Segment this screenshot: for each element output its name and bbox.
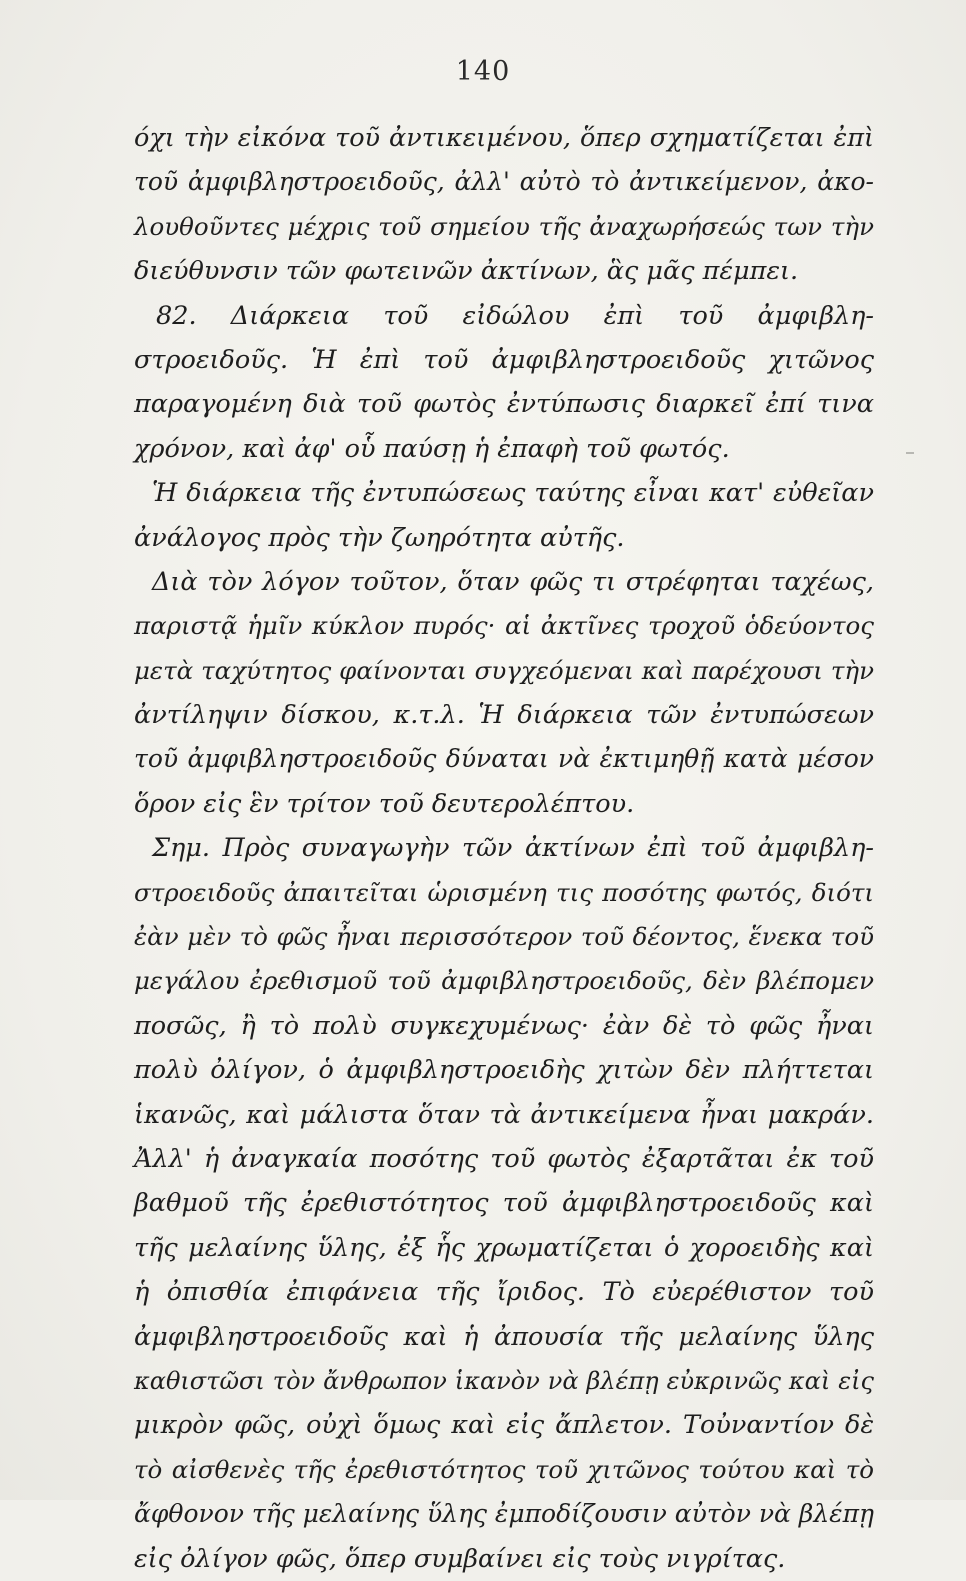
note-line: ποσῶς, ἢ τὸ πολὺ συγκεχυμένως· ἐὰν δὲ τὸ φῶς ἦναι: [134, 1010, 874, 1041]
text-line: Διὰ τὸν λόγον τοῦτον, ὅταν φῶς τι στρέφηται ταχέως,: [152, 566, 874, 597]
note-line: ἐὰν μὲν τὸ φῶς ἦναι περισσότερον τοῦ δέοντος, ἕνεκα τοῦ: [134, 922, 874, 952]
text-line: ἀνάλογος πρὸς τὴν ζωηρότητα αὐτῆς.: [134, 522, 625, 553]
note-line: καθιστῶσι τὸν ἄνθρωπον ἱκανὸν νὰ βλέπῃ εὐκρινῶς καὶ εἰς: [134, 1366, 874, 1395]
text-line: ὅρον εἰς ἓν τρίτον τοῦ δευτερολέπτου.: [134, 788, 635, 819]
note-line: στροειδοῦς ἀπαιτεῖται ὡρισμένη τις ποσότης φωτός, διότι: [134, 877, 874, 907]
text-line: χρόνον, καὶ ἀφ' οὗ παύσῃ ἡ ἐπαφὴ τοῦ φωτός.: [134, 433, 730, 464]
text-line: τοῦ ἀμφιβληστροειδοῦς δύναται νὰ ἐκτιμηθῇ κατὰ μέσον: [134, 744, 874, 774]
text-line: λουθοῦντες μέχρις τοῦ σημείου τῆς ἀναχωρήσεώς των τὴν: [134, 211, 874, 241]
note-line: μεγάλου ἐρεθισμοῦ τοῦ ἀμφιβληστροειδοῦς, δὲν βλέπομεν: [134, 966, 874, 996]
text-line: στροειδοῦς. Ἡ ἐπὶ τοῦ ἀμφιβληστροειδοῦς χιτῶνος: [134, 344, 874, 375]
note-line: τὸ αἰσθενὲς τῆς ἐρεθιστότητος τοῦ χιτῶνος τούτου καὶ τὸ: [134, 1454, 874, 1484]
note-line: πολὺ ὀλίγον, ὁ ἀμφιβληστροειδὴς χιτὼν δὲν πλήττεται: [134, 1055, 874, 1086]
text-line: τοῦ ἀμφιβληστροειδοῦς, ἀλλ' αὐτὸ τὸ ἀντικείμενον, ἀκο-: [134, 167, 874, 197]
text-line: διεύθυνσιν τῶν φωτεινῶν ἀκτίνων, ἃς μᾶς πέμπει.: [134, 256, 799, 287]
text-line: παριστᾷ ἡμῖν κύκλον πυρός· αἱ ἀκτῖνες τροχοῦ ὁδεύοντος: [134, 611, 874, 641]
text-line: όχι τὴν εἰκόνα τοῦ ἀντικειμένου, ὅπερ σχηματίζεται ἐπὶ: [134, 123, 874, 153]
note-line: βαθμοῦ τῆς ἐρεθιστότητος τοῦ ἀμφιβληστροειδοῦς καὶ: [134, 1188, 874, 1219]
page-number: 140: [455, 56, 511, 87]
margin-mark: [906, 452, 914, 454]
note-line: Σημ. Πρὸς συναγωγὴν τῶν ἀκτίνων ἐπὶ τοῦ ἀμφιβλη-: [152, 833, 874, 864]
note-line: μικρὸν φῶς, οὐχὶ ὅμως καὶ εἰς ἄπλετον. Τοὐναντίον δὲ: [134, 1410, 874, 1441]
section-heading-line: 82. Διάρκεια τοῦ εἰδώλου ἐπὶ τοῦ ἀμφιβλη-: [156, 300, 874, 331]
text-line: παραγομένη διὰ τοῦ φωτὸς ἐντύπωσις διαρκεῖ ἐπί τινα: [134, 389, 874, 420]
text-line: ἀντίληψιν δίσκου, κ.τ.λ. Ἡ διάρκεια τῶν ἐντυπώσεων: [134, 700, 874, 731]
text-line: μετὰ ταχύτητος φαίνονται συγχεόμεναι καὶ παρέχουσι τὴν: [134, 655, 874, 685]
note-line: τῆς μελαίνης ὕλης, ἐξ ἧς χρωματίζεται ὁ χοροειδὴς καὶ: [134, 1232, 874, 1263]
note-line: εἰς ὀλίγον φῶς, ὅπερ συμβαίνει εἰς τοὺς νιγρίτας.: [134, 1543, 786, 1574]
note-line: ἱκανῶς, καὶ μάλιστα ὅταν τὰ ἀντικείμενα ἦναι μακράν.: [134, 1099, 874, 1130]
note-line: ἀμφιβληστροειδοῦς καὶ ἡ ἀπουσία τῆς μελαίνης ὕλης: [134, 1321, 874, 1352]
note-line: ἄφθονον τῆς μελαίνης ὕλης ἐμποδίζουσιν αὐτὸν νὰ βλέπῃ: [134, 1499, 874, 1529]
body-text: [134, 116, 874, 1581]
text-line: Ἡ διάρκεια τῆς ἐντυπώσεως ταύτης εἶναι κατ' εὐθεῖαν: [152, 478, 874, 509]
note-line: ἡ ὀπισθία ἐπιφάνεια τῆς ἴριδος. Τὸ εὐερέθιστον τοῦ: [134, 1277, 874, 1308]
note-line: Ἀλλ' ἡ ἀναγκαία ποσότης τοῦ φωτὸς ἐξαρτᾶται ἐκ τοῦ: [134, 1143, 874, 1174]
